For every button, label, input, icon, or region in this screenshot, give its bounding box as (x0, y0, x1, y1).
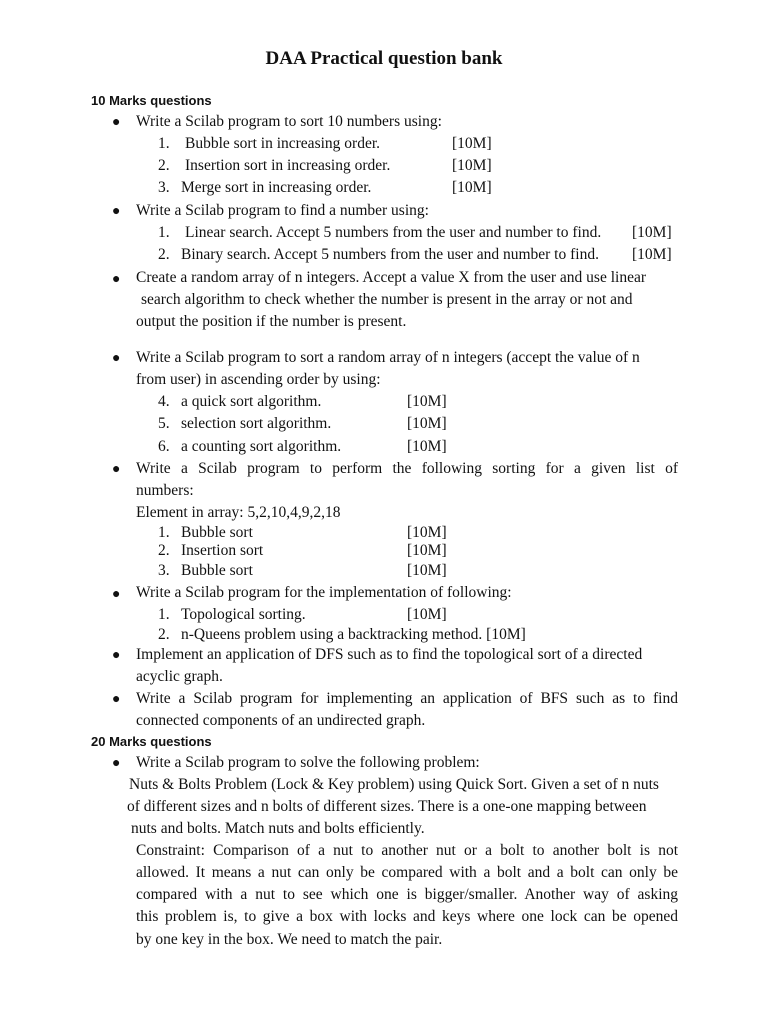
section-heading-20-marks: 20 Marks questions (91, 734, 212, 749)
q9-para-2-line-3: compared with a nut to see which one is bigger/smaller. Another way of asking (136, 886, 678, 903)
q1-item-1-number: 1. (158, 135, 170, 152)
q5-item-3-number: 3. (158, 562, 170, 579)
question-4-line-1: Write a Scilab program to sort a random array of n integers (accept the value of n (136, 349, 640, 366)
q2-item-2-number: 2. (158, 246, 170, 263)
q1-item-2-marks: [10M] (452, 157, 492, 174)
q4-item-4-number: 4. (158, 393, 170, 410)
question-3-line-2: search algorithm to check whether the number is present in the array or not and (141, 291, 633, 308)
q2-item-1-marks: [10M] (632, 224, 672, 241)
q9-para-1-line-3: nuts and bolts. Match nuts and bolts efficiently. (131, 820, 425, 837)
bullet-icon: ● (112, 351, 121, 366)
question-3-line-1: Create a random array of n integers. Accept a value X from the user and use linear (136, 269, 646, 286)
question-1-text: Write a Scilab program to sort 10 numbers using: (136, 113, 442, 130)
q4-item-6-marks: [10M] (407, 438, 447, 455)
q2-item-2-text: Binary search. Accept 5 numbers from the user and number to find. (181, 246, 599, 263)
question-2-text: Write a Scilab program to find a number using: (136, 202, 429, 219)
q1-item-3-number: 3. (158, 179, 170, 196)
bullet-icon: ● (112, 462, 121, 477)
q4-item-4-text: a quick sort algorithm. (181, 393, 322, 410)
q1-item-2-text: Insertion sort in increasing order. (185, 157, 391, 174)
question-7-line-1: Implement an application of DFS such as to find the topological sort of a directed (136, 646, 643, 663)
q9-para-2-line-5: by one key in the box. We need to match the pair. (136, 931, 443, 948)
q4-item-5-number: 5. (158, 415, 170, 432)
q9-para-2-line-1: Constraint: Comparison of a nut to another nut or a bolt to another bolt is not (136, 842, 678, 859)
q1-item-3-marks: [10M] (452, 179, 492, 196)
q6-item-1-marks: [10M] (407, 606, 447, 623)
q2-item-1-text: Linear search. Accept 5 numbers from the user and number to find. (185, 224, 602, 241)
q4-item-4-marks: [10M] (407, 393, 447, 410)
q9-para-2-line-2: allowed. It means a nut can only be compared with a bolt and a bolt can only be (136, 864, 678, 881)
bullet-icon: ● (112, 115, 121, 130)
q4-item-5-text: selection sort algorithm. (181, 415, 332, 432)
question-7-line-2: acyclic graph. (136, 668, 223, 685)
q5-item-1-marks: [10M] (407, 524, 447, 541)
question-5-line-2: numbers: (136, 482, 194, 499)
q1-item-3-text: Merge sort in increasing order. (181, 179, 372, 196)
q1-item-2-number: 2. (158, 157, 170, 174)
bullet-icon: ● (112, 204, 121, 219)
q5-item-1-text: Bubble sort (181, 524, 253, 541)
question-6-text: Write a Scilab program for the implementation of following: (136, 584, 512, 601)
q5-item-1-number: 1. (158, 524, 170, 541)
q6-item-1-number: 1. (158, 606, 170, 623)
q5-item-2-text: Insertion sort (181, 542, 264, 559)
section-heading-10-marks: 10 Marks questions (91, 93, 212, 108)
page-title: DAA Practical question bank (265, 48, 503, 69)
q2-item-2-marks: [10M] (632, 246, 672, 263)
q5-item-3-text: Bubble sort (181, 562, 253, 579)
q1-item-1-marks: [10M] (452, 135, 492, 152)
q9-para-1-line-1: Nuts & Bolts Problem (Lock & Key problem) using Quick Sort. Given a set of n nuts (129, 776, 659, 793)
question-8-line-1: Write a Scilab program for implementing an application of BFS such as to find (136, 690, 678, 707)
q5-item-2-marks: [10M] (407, 542, 447, 559)
q6-item-2-number: 2. (158, 626, 170, 643)
q4-item-6-number: 6. (158, 438, 170, 455)
question-8-line-2: connected components of an undirected graph. (136, 712, 426, 729)
bullet-icon: ● (112, 587, 121, 602)
q6-item-1-text: Topological sorting. (181, 606, 306, 623)
question-5-line-1: Write a Scilab program to perform the following sorting for a given list of (136, 460, 678, 477)
q1-item-1-text: Bubble sort in increasing order. (185, 135, 380, 152)
q4-item-6-text: a counting sort algorithm. (181, 438, 342, 455)
question-4-line-2: from user) in ascending order by using: (136, 371, 381, 388)
bullet-icon: ● (112, 692, 121, 707)
question-3-line-3: output the position if the number is present. (136, 313, 407, 330)
q6-item-2-text: n-Queens problem using a backtracking method. [10M] (181, 626, 526, 643)
q5-item-2-number: 2. (158, 542, 170, 559)
q2-item-1-number: 1. (158, 224, 170, 241)
bullet-icon: ● (112, 648, 121, 663)
q9-para-2-line-4: this problem is, to give a box with locks and keys where one lock can be opened (136, 908, 678, 925)
q5-item-3-marks: [10M] (407, 562, 447, 579)
bullet-icon: ● (112, 272, 121, 287)
bullet-icon: ● (112, 756, 121, 771)
question-9-text: Write a Scilab program to solve the following problem: (136, 754, 480, 771)
question-5-element-line: Element in array: 5,2,10,4,9,2,18 (136, 504, 341, 521)
q9-para-1-line-2: of different sizes and n bolts of different sizes. There is a one-one mapping between (127, 798, 647, 815)
q4-item-5-marks: [10M] (407, 415, 447, 432)
